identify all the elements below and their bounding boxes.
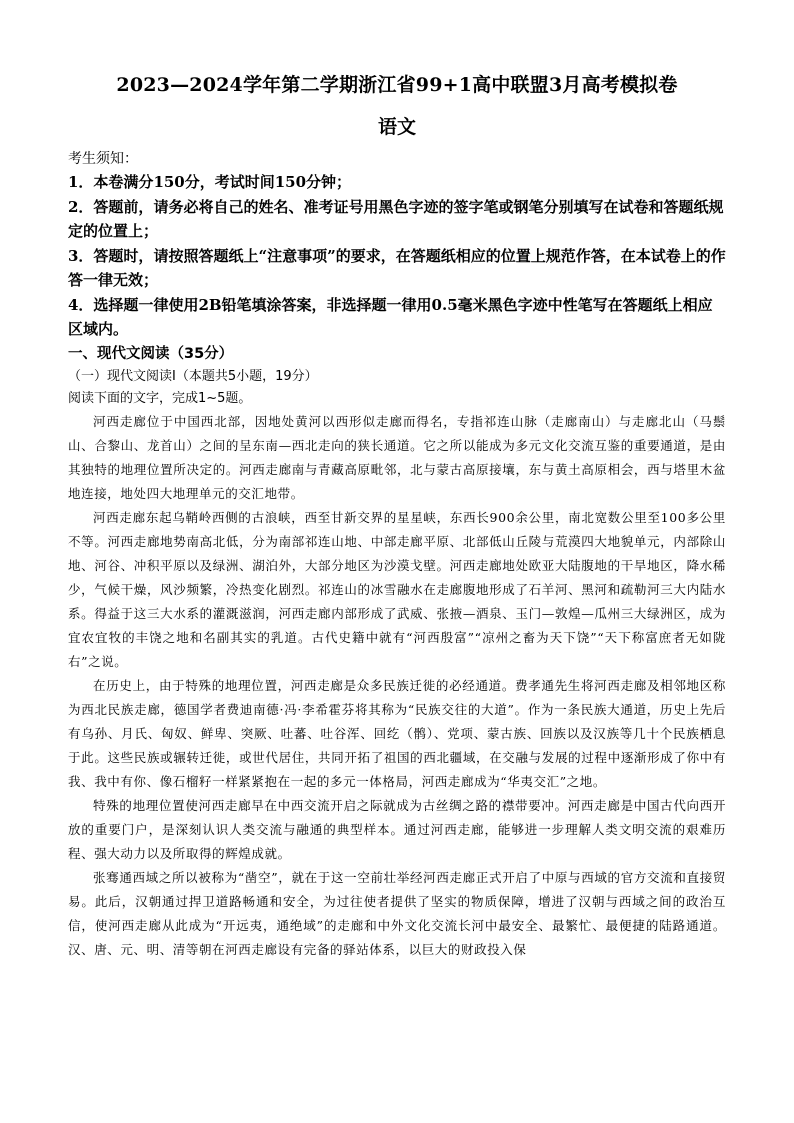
passage-paragraph-4: 特殊的地理位置使河西走廊早在中西交流开启之际就成为古丝绸之路的襟带要冲。河西走廊是中国古代向西开放的重要门户，是深刻认识人类交流与融通的典型样本。通过河西走廊，能够进一步理解人类文明交流的艰难历程、强大动力以及所取得的辉煌成就。	[68, 797, 726, 861]
notice-heading: 考生须知：	[68, 151, 138, 167]
section-subtitle: （一）现代文阅读Ⅰ（本题共5小题，19分）	[68, 368, 318, 384]
passage-paragraph-3: 在历史上，由于特殊的地理位置，河西走廊是众多民族迁徙的必经通道。费孝通先生将河西走廊及相邻地区称为西北民族走廊，德国学者费迪南德·冯·李希霍芬将其称为“民族交往的大道”。作为一条民族大通道，历史上先后有乌孙、月氏、匈奴、鲜卑、突厥、吐蕃、吐谷浑、回纥（鹘）、党项、蒙古族、回族以及汉族等几十个民族栖息于此。这些民族或辗转迁徙，或世代居住，共同开拓了祖国的西北疆域，在交融与发展的过程中逐渐形成了你中有我、我中有你、像石榴籽一样紧紧抱在一起的多元一体格局，河西走廊成为“华夷交汇”之地。	[68, 677, 726, 789]
exam-title: 2023—2024学年第二学期浙江省99+1高中联盟3月高考模拟卷	[116, 74, 678, 96]
notice-item-2: 2．答题前，请务必将自己的姓名、准考证号用黑色字迹的签字笔或钢笔分别填写在试卷和答题纸规定的位置上；	[68, 197, 724, 240]
section-title: 一、现代文阅读（35分）	[68, 345, 234, 362]
notice-item-4: 4．选择题一律使用2B铅笔填涂答案，非选择题一律用0.5毫米黑色字迹中性笔写在答题纸上相应区域内。	[68, 295, 713, 338]
reading-instruction: 阅读下面的文字，完成1~5题。	[68, 390, 252, 406]
notice-item-3: 3．答题时，请按照答题纸上“注意事项”的要求，在答题纸相应的位置上规范作答，在本试卷上的作答一律无效；	[68, 246, 726, 289]
passage-paragraph-5: 张骞通西域之所以被称为“凿空”，就在于这一空前壮举经河西走廊正式开启了中原与西域的官方交流和直接贸易。此后，汉朝通过捍卫道路畅通和安全，为过往使者提供了坚实的物质保障，增进了汉朝与西域之间的政治互信，使河西走廊从此成为“开远夷，通绝域”的走廊和中外文化交流长河中最安全、最繁忙、最便捷的陆路通道。汉、唐、元、明、清等朝在河西走廊设有完备的驿站体系，以巨大的财政投入保	[68, 869, 726, 957]
exam-subject: 语文	[377, 116, 416, 138]
notice-item-1: 1．本卷满分150分，考试时间150分钟；	[68, 173, 352, 191]
passage-paragraph-1: 河西走廊位于中国西北部，因地处黄河以西形似走廊而得名，专指祁连山脉（走廊南山）与走廊北山（马鬃山、合黎山、龙首山）之间的呈东南—西北走向的狭长通道。它之所以能成为多元文化交流互鉴的重要通道，是由其独特的地理位置所决定的。河西走廊南与青藏高原毗邻，北与蒙古高原接壤，东与黄土高原相会，西与塔里木盆地连接，地处四大地理单元的交汇地带。	[68, 413, 726, 501]
exam-page	[68, 70, 726, 962]
passage-paragraph-2: 河西走廊东起乌鞘岭西侧的古浪峡，西至甘新交界的星星峡，东西长900余公里，南北宽数公里至100多公里不等。河西走廊地势南高北低，分为南部祁连山地、中部走廊平原、北部低山丘陵与荒漠四大地貌单元，内部除山地、河谷、冲积平原以及绿洲、湖泊外，大部分地区为沙漠戈壁。河西走廊地处欧亚大陆腹地的干旱地区，降水稀少，气候干燥，风沙频繁，冷热变化剧烈。祁连山的冰雪融水在走廊腹地形成了石羊河、黑河和疏勒河三大内陆水系。得益于这三大水系的灌溉滋润，河西走廊内部形成了武威、张掖—酒泉、玉门—敦煌—瓜州三大绿洲区，成为宜农宜牧的丰饶之地和名副其实的乳道。古代史籍中就有“河西殷富”“凉州之畜为天下饶”“天下称富庶者无如陇右”之说。	[68, 509, 726, 669]
